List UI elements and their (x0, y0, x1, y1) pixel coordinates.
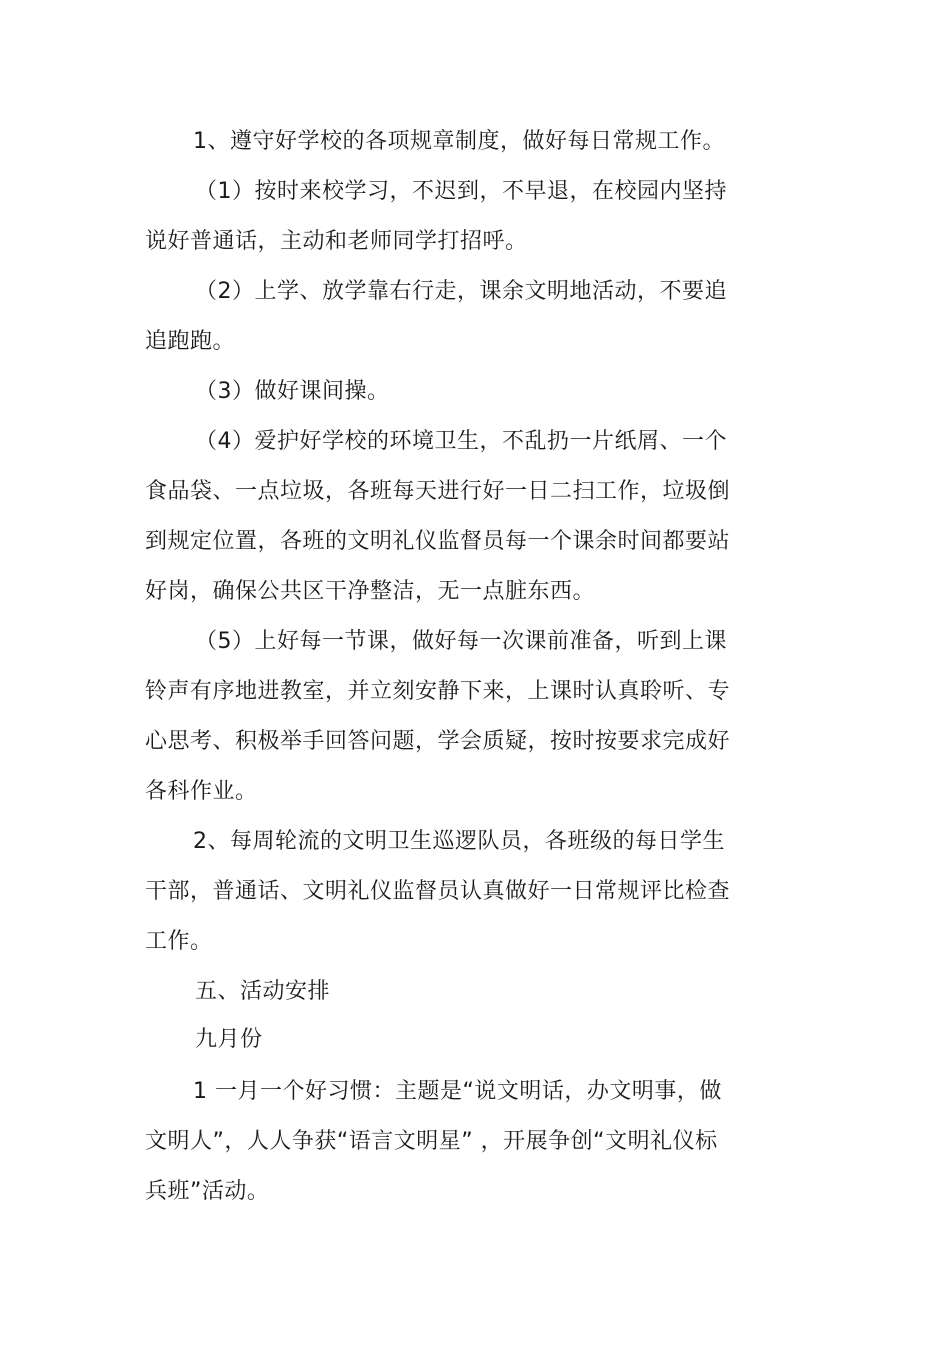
text-line-22: 兵班”活动。 (145, 1179, 270, 1204)
text-line-7: （4）爱护好学校的环境卫生，不乱扔一片纸屑、一个 (195, 429, 727, 454)
month-heading: 九月份 (195, 1027, 263, 1052)
text-line-11: （5）上好每一节课，做好每一次课前准备，听到上课 (195, 629, 727, 654)
text-line-15: 2、每周轮流的文明卫生巡逻队员，各班级的每日学生 (193, 829, 725, 854)
text-line-2: （1）按时来校学习，不迟到，不早退，在校园内坚持 (195, 179, 727, 204)
text-line-5: 追跑跑。 (145, 329, 236, 354)
text-line-16: 干部，普通话、文明礼仪监督员认真做好一日常规评比检查 (145, 879, 731, 904)
text-line-3: 说好普通话，主动和老师同学打招呼。 (145, 229, 528, 254)
text-line-13: 心思考、积极举手回答问题，学会质疑，按时按要求完成好 (145, 729, 731, 754)
text-line-20: 1 一月一个好习惯：主题是“说文明话，办文明事，做 (193, 1079, 722, 1104)
text-line-10: 好岗，确保公共区干净整洁，无一点脏东西。 (145, 579, 596, 604)
text-line-21: 文明人”，人人争获“语言文明星” ，开展争创“文明礼仪标 (145, 1129, 718, 1154)
section-heading: 五、活动安排 (195, 979, 331, 1004)
text-line-6: （3）做好课间操。 (195, 379, 390, 404)
text-line-14: 各科作业。 (145, 779, 258, 804)
text-line-17: 工作。 (145, 929, 213, 954)
text-line-4: （2）上学、放学靠右行走，课余文明地活动，不要追 (195, 279, 727, 304)
text-line-9: 到规定位置，各班的文明礼仪监督员每一个课余时间都要站 (145, 529, 731, 554)
text-line-1: 1、遵守好学校的各项规章制度，做好每日常规工作。 (193, 129, 725, 154)
text-line-12: 铃声有序地进教室，并立刻安静下来，上课时认真聆听、专 (145, 679, 731, 704)
text-line-8: 食品袋、一点垃圾，各班每天进行好一日二扫工作，垃圾倒 (145, 479, 731, 504)
